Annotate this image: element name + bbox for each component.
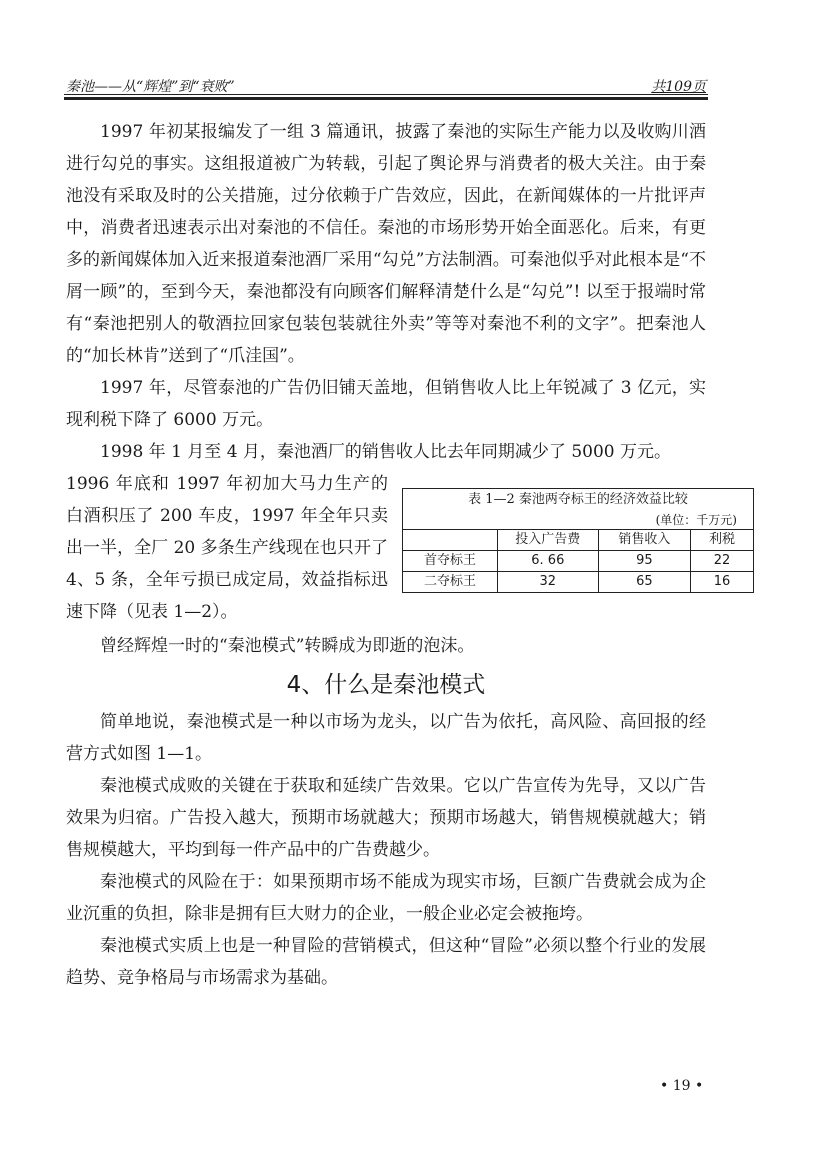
table-header-cell	[403, 530, 498, 551]
header-rule-thick	[64, 97, 708, 100]
paragraph: 简单地说，秦池模式是一种以市场为龙头，以广告为依托，高风险、高回报的经营方式如图 1—1。	[66, 712, 706, 764]
table-cell: 16	[691, 572, 753, 593]
paragraph: 1997 年初某报编发了一组 3 篇通讯，披露了秦池的实际生产能力以及收购川酒进行勾兑的事实。这组报道被广为转载，引起了舆论界与消费者的极大关注。由于秦池没有采取及时的公关措施，过分依赖于广告效应，因此，在新闻媒体的一片批评声中，消费者迅速表示出对秦池的不信任。秦池的市场形势开始全面恶化。后来，有更多的新闻媒体加入近来报道秦池酒厂采用“勾兑”方法制酒。可秦池似乎对此根本是“不屑一顾”的，至到今天，秦池都没有向顾客们解释清楚什么是“勾兑”! 以至于报端时常有“秦池把别人的敬酒拉回家包装包装就往外卖”等等对秦池不利的文字”。把秦池人的“加长林肯”送到了“爪洼国”。	[66, 122, 706, 366]
paragraph: 秦池模式的风险在于：如果预期市场不能成为现实市场，巨额广告费就会成为企业沉重的负担，除非是拥有巨大财力的企业，一般企业必定会被拖垮。	[66, 872, 706, 924]
table-cell: 95	[598, 551, 691, 572]
table-header-cell: 投入广告费	[498, 530, 599, 551]
paragraph: 秦池模式成败的关键在于获取和延续广告效果。它以广告宣传为先导，又以广告效果为归宿。广告投入越大，预期市场就越大；预期市场越大，销售规模就越大；销售规模越大，平均到每一件产品中的广告费越少。	[66, 776, 706, 860]
page-body	[66, 116, 737, 994]
table-header-row	[403, 530, 753, 551]
header-title: 秦池——从“辉煌”到“衰败”	[66, 79, 235, 95]
paragraph: 秦池模式实质上也是一种冒险的营销模式，但这种“冒险”必须以整个行业的发展趋势、竞争格局与市场需求为基础。	[66, 936, 706, 988]
table-cell: 6. 66	[498, 551, 599, 572]
section-heading: 4、什么是秦池模式	[286, 672, 486, 698]
page-number: • 19 •	[660, 1078, 704, 1094]
table-row	[403, 551, 753, 572]
table-row-label: 二夺标王	[403, 572, 498, 593]
running-header	[66, 76, 706, 94]
table-cell: 32	[498, 572, 599, 593]
table-row-label: 首夺标王	[403, 551, 498, 572]
paragraph: 曾经辉煌一时的“秦池模式”转瞬成为即逝的泡沫。	[100, 636, 475, 656]
table-unit: (单位：千万元)	[655, 513, 737, 527]
header-total-pages: 共109页	[651, 79, 706, 95]
data-table	[402, 488, 754, 593]
table-header-cell: 销售收入	[598, 530, 691, 551]
paragraph: 1997 年，尽管泰池的广告仍旧铺天盖地，但销售收人比上年锐减了 3 亿元，实现利税下降了 6000 万元。	[66, 378, 706, 430]
table-caption: 表 1—2 秦池两夺标王的经济效益比较	[468, 492, 688, 507]
header-rule-thin	[64, 94, 708, 95]
table-row	[403, 572, 753, 593]
paragraph: 1996 年底和 1997 年初加大马力生产的白酒积压了 200 车皮，1997 年全年只卖出一半，全厂 20 多条生产线现在也只开了 4、5 条，全年亏损已成定局，效益指标迅速下降（见表 1—2）。	[66, 474, 388, 622]
table-cell: 22	[691, 551, 753, 572]
table-grid	[403, 529, 753, 592]
paragraph: 1998 年 1 月至 4 月，秦池酒厂的销售收人比去年同期减少了 5000 万元。	[100, 442, 671, 462]
text-with-table	[66, 468, 737, 630]
table-cell: 65	[598, 572, 691, 593]
table-header-cell: 利税	[691, 530, 753, 551]
